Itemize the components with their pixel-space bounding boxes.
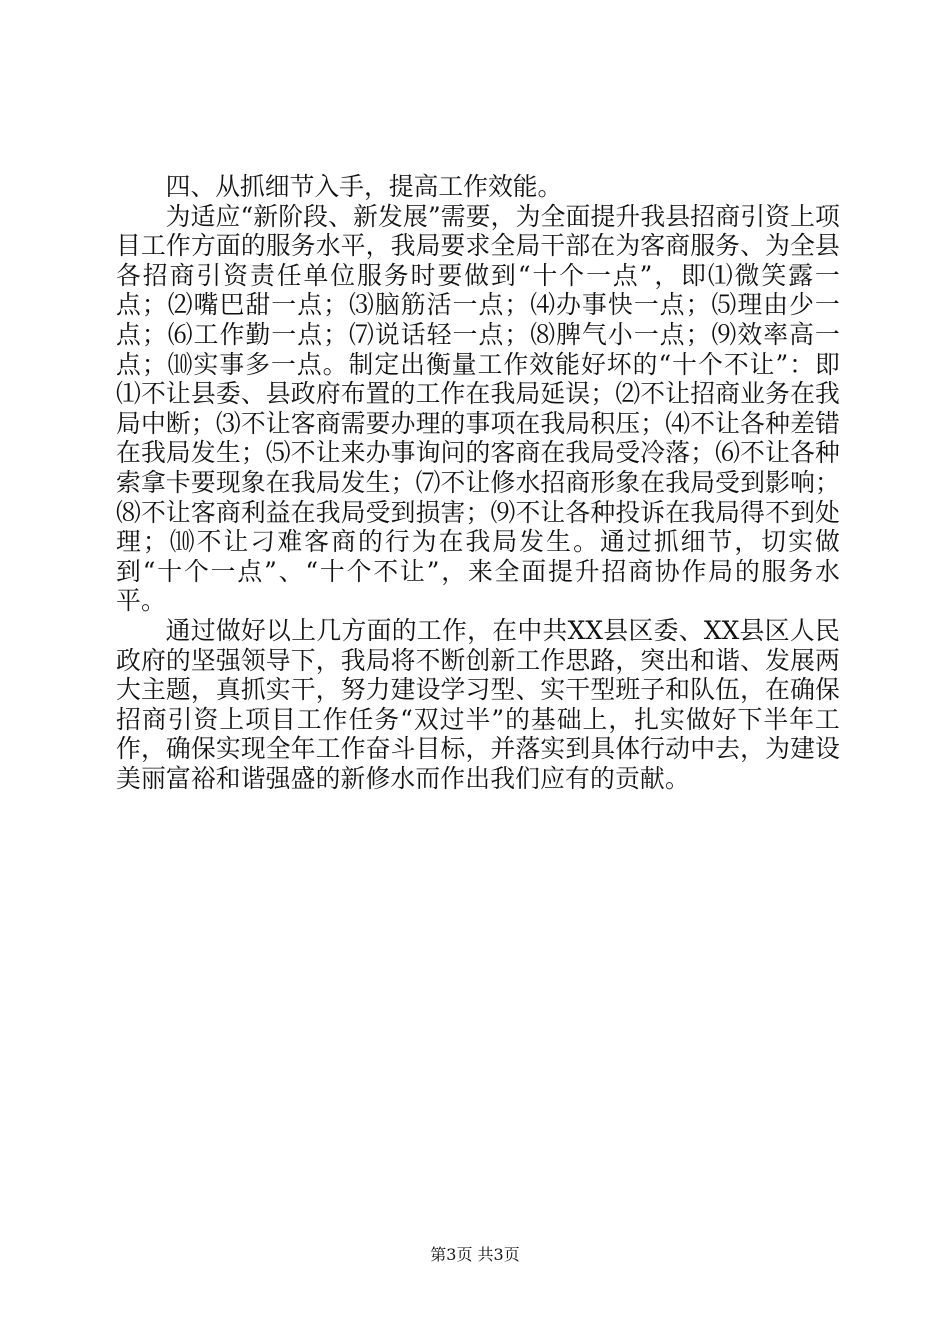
document-body (116, 172, 840, 793)
paragraph-conclusion: 通过做好以上几方面的工作，在中共XX县区委、XX县区人民政府的坚强领导下，我局将不断创新工作思路，突出和谐、发展两大主题，真抓实干，努力建设学习型、实干型班子和队伍，在确保招商引资上项目工作任务“双过半”的基础上，扎实做好下半年工作，确保实现全年工作奋斗目标，并落实到具体行动中去，为建设美丽富裕和谐强盛的新修水而作出我们应有的贡献。 (116, 615, 840, 793)
page-number: 第3页 共3页 (430, 1245, 520, 1264)
paragraph-service-rules: 为适应“新阶段、新发展”需要，为全面提升我县招商引资上项目工作方面的服务水平，我局要求全局干部在为客商服务、为全县各招商引资责任单位服务时要做到“十个一点”，即⑴微笑露一点；⑵嘴巴甜一点；⑶脑筋活一点；⑷办事快一点；⑸理由少一点；⑹工作勤一点；⑺说话轻一点；⑻脾气小一点；⑼效率高一点；⑽实事多一点。制定出衡量工作效能好坏的“十个不让”：即⑴不让县委、县政府布置的工作在我局延误；⑵不让招商业务在我局中断；⑶不让客商需要办理的事项在我局积压；⑷不让各种差错在我局发生；⑸不让来办事询问的客商在我局受冷落；⑹不让各种索拿卡要现象在我局发生；⑺不让修水招商形象在我局受到影响；⑻不让客商利益在我局受到损害；⑼不让各种投诉在我局得不到处理；⑽不让刁难客商的行为在我局发生。通过抓细节，切实做到“十个一点”、“十个不让”，来全面提升招商协作局的服务水平。 (116, 201, 840, 616)
page-footer (0, 1245, 950, 1265)
section-heading: 四、从抓细节入手，提高工作效能。 (165, 172, 563, 201)
